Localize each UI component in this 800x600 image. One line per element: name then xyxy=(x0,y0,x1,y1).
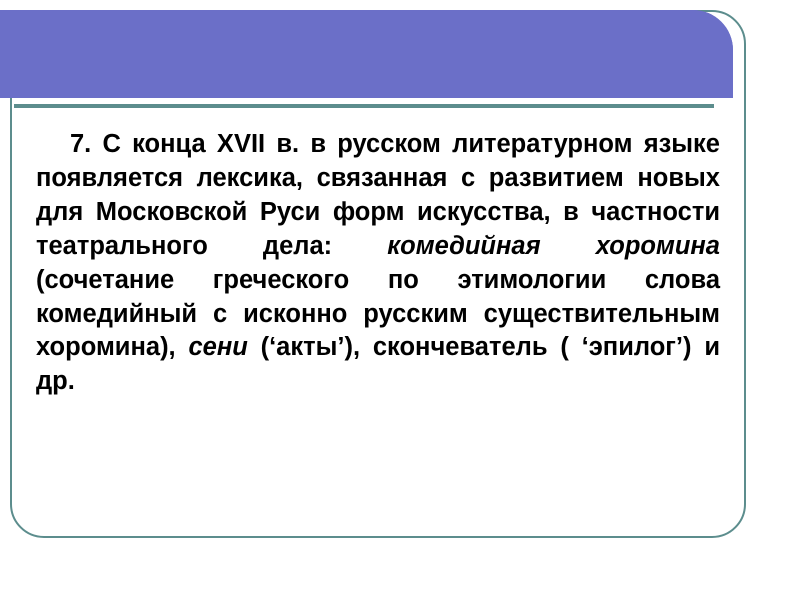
body-text-segment-1: 7. С конца XVII в. в русском литературном языке появляется лексика, связанная с развитием новых для Московской Руси форм искусства, в частности театрального дела: xyxy=(36,130,720,260)
body-text-italic-2: сени xyxy=(188,333,248,362)
slide-body-text xyxy=(36,128,720,433)
body-text-segment-3: (‘акты’), скончеватель ( ‘эпилог’) и др. xyxy=(36,333,720,396)
body-paragraph xyxy=(36,128,720,433)
body-text-italic-1: комедийная хоромина xyxy=(387,231,720,260)
header-band xyxy=(0,10,733,98)
header-band-fill xyxy=(0,10,733,98)
header-divider xyxy=(14,104,714,108)
body-text-segment-2: (сочетание греческого по этимологии слова комедийный с исконно русским существительным хоромина), xyxy=(36,265,720,362)
